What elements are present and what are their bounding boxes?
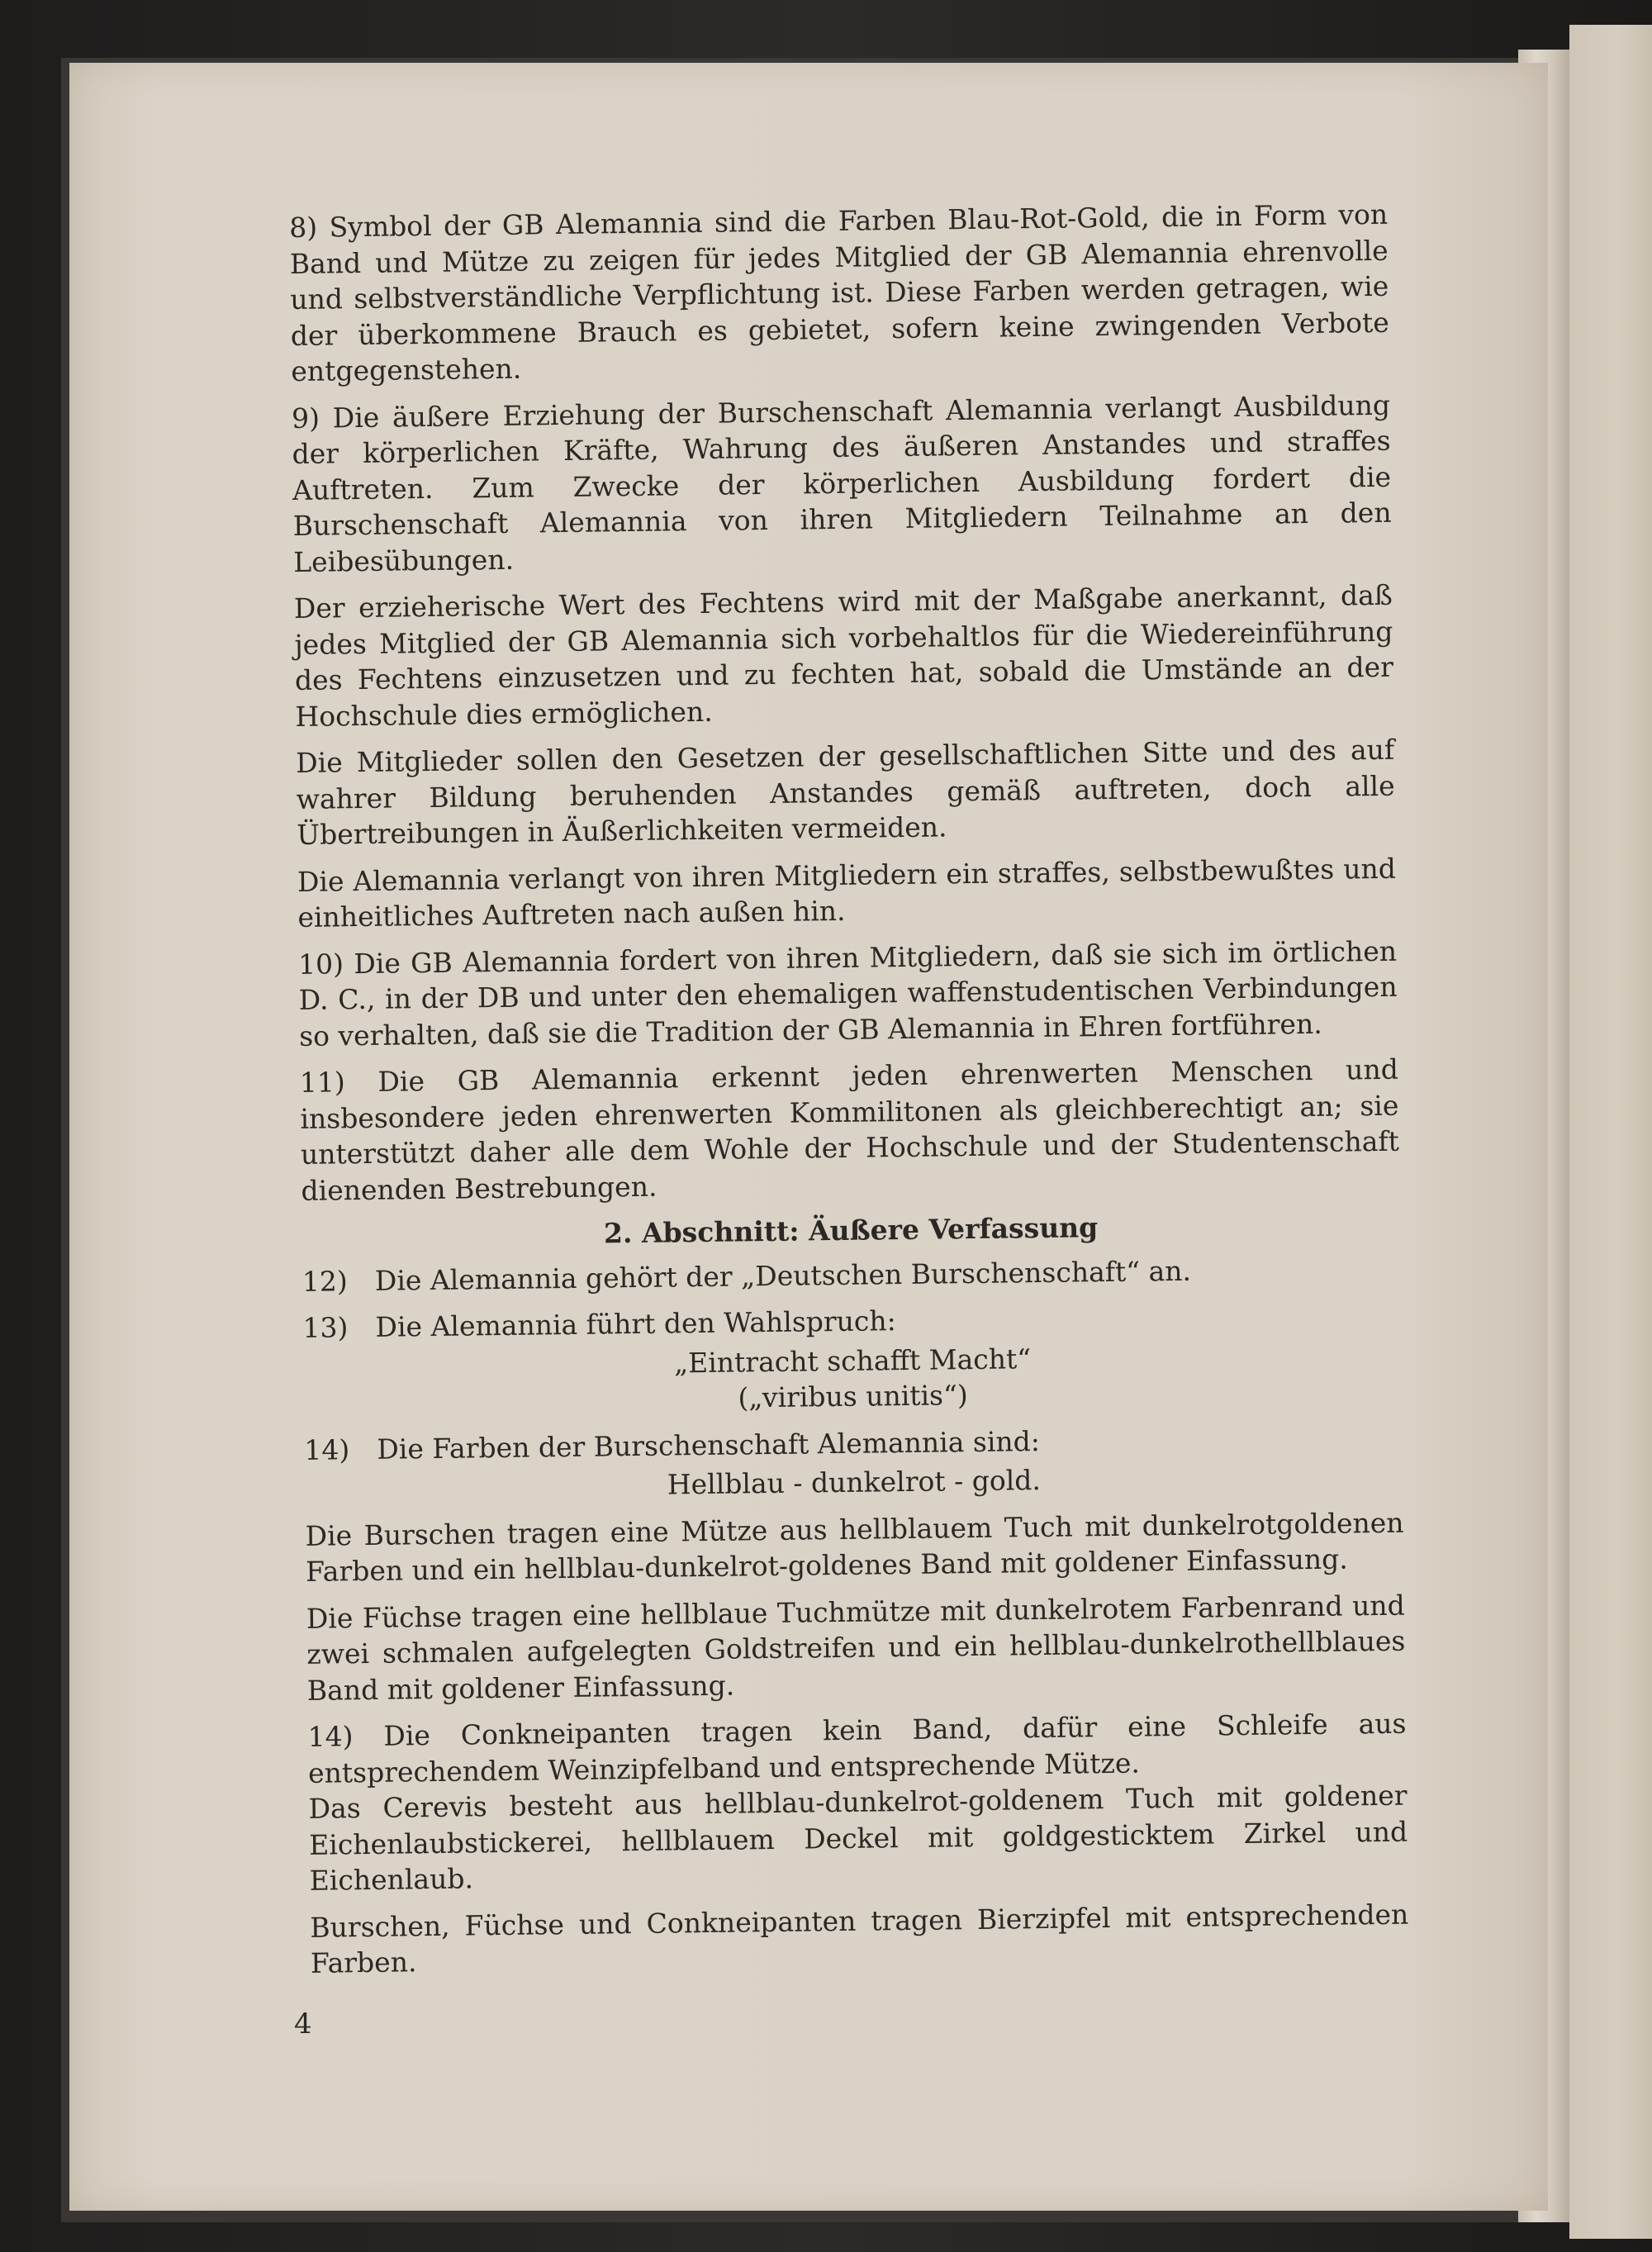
paragraph-burschen: Die Burschen tragen eine Mütze aus hellblauem Tuch mit dunkelrotgoldenen Farben und ein hellblau-dunkelrot-goldenes Band mit goldener Einfassung. bbox=[305, 1506, 1404, 1588]
item-14-text: Die Farben der Burschenschaft Alemannia sind: bbox=[377, 1424, 1041, 1466]
paragraph-10: 10) Die GB Alemannia fordert von ihren Mitgliedern, daß sie sich im örtlichen D. C., in der DB und unter den ehemaligen waffenstudentischen Verbindungen so verhalten, daß sie die Tradition der GB Alemannia in Ehren fortführen. bbox=[297, 934, 1398, 1052]
motto-line-1: „Eintracht schafft Macht“ bbox=[673, 1342, 1032, 1379]
item-12 bbox=[302, 1250, 1401, 1299]
paragraph-conkneipanten: 14) Die Conkneipanten tragen kein Band, dafür eine Schleife aus entsprechendem Weinzipfelband und entsprechende Mütze. bbox=[307, 1707, 1407, 1789]
paragraph-9: 9) Die äußere Erziehung der Burschenschaft Alemannia verlangt Ausbildung der körperlichen Kräfte, Wahrung des äußeren Anstandes und straffes Auftreten. Zum Zwecke der körperlichen Ausbildung fordert die Burschenschaft Alemannia von ihren Mitgliedern Teilnahme an den Leibesübungen. bbox=[291, 388, 1392, 578]
page-number: 4 bbox=[294, 2007, 312, 2041]
paragraph-fuechse: Die Füchse tragen eine hellblaue Tuchmütze mit dunkelrotem Farbenrand und zwei schmalen aufgelegten Goldstreifen und ein hellblau-dunkelrothellblaues Band mit goldener Einfassung. bbox=[306, 1589, 1406, 1707]
paragraph-11: 11) Die GB Alemannia erkennt jeden ehrenwerten Menschen und insbesondere jeden ehrenwerten Kommilitonen als gleichberechtigt an; sie unterstützt daher alle dem Wohle der Hochschule und der Studentenschaft dienenden Bestrebungen. bbox=[299, 1052, 1400, 1207]
section-heading: 2. Abschnitt: Äußere Verfassung bbox=[603, 1211, 1099, 1250]
item-12-number: 12) bbox=[301, 1264, 348, 1298]
paragraph-cerevis: Das Cerevis besteht aus hellblau-dunkelrot-goldenem Tuch mit goldener Eichenlaubstickerei, hellblauem Deckel mit goldgesticktem Zirkel und Eichenlaub. bbox=[308, 1779, 1408, 1897]
paragraph-bierzipfel: Burschen, Füchse und Conkneipanten tragen Bierzipfel mit entsprechenden Farben. bbox=[310, 1898, 1409, 1979]
item-13-text: Die Alemannia führt den Wahlspruch: bbox=[375, 1304, 896, 1343]
next-page-edge bbox=[1569, 25, 1652, 2239]
page-text bbox=[289, 197, 1409, 1993]
item-14-number: 14) bbox=[304, 1432, 350, 1466]
colors-line: Hellblau - dunkelrot - gold. bbox=[667, 1464, 1042, 1501]
paragraph-appearance: Die Alemannia verlangt von ihren Mitgliedern ein straffes, selbstbewußtes und einheitliches Auftreten nach außen hin. bbox=[297, 852, 1397, 934]
paragraph-members-conduct: Die Mitglieder sollen den Gesetzen der gesellschaftlichen Sitte und des auf wahrer Bildung beruhenden Anstandes gemäß auftreten, doch alle Übertreibungen in Äußerlichkeiten vermeiden. bbox=[295, 733, 1395, 851]
item-13-number: 13) bbox=[302, 1311, 349, 1344]
paragraph-fencing: Der erzieherische Wert des Fechtens wird mit der Maßgabe anerkannt, daß jedes Mitglied der GB Alemannia sich vorbehaltlos für die Wiedereinführung des Fechtens einzusetzen und zu fechten hat, sobald die Umstände an der Hochschule dies ermöglichen. bbox=[293, 578, 1394, 733]
motto-line-2: („viribus unitis“) bbox=[738, 1379, 968, 1414]
paragraph-8: 8) Symbol der GB Alemannia sind die Farben Blau-Rot-Gold, die in Form von Band und Mütze zu zeigen für jedes Mitglied der GB Alemannia ehrenvolle und selbstverständliche Verpflichtung ist. Diese Farben werden getragen, wie der überkommene Brauch es gebietet, sofern keine zwingenden Verbote entgegenstehen. bbox=[289, 197, 1389, 387]
item-12-text: Die Alemannia gehört der „Deutschen Burschenschaft“ an. bbox=[374, 1254, 1192, 1297]
